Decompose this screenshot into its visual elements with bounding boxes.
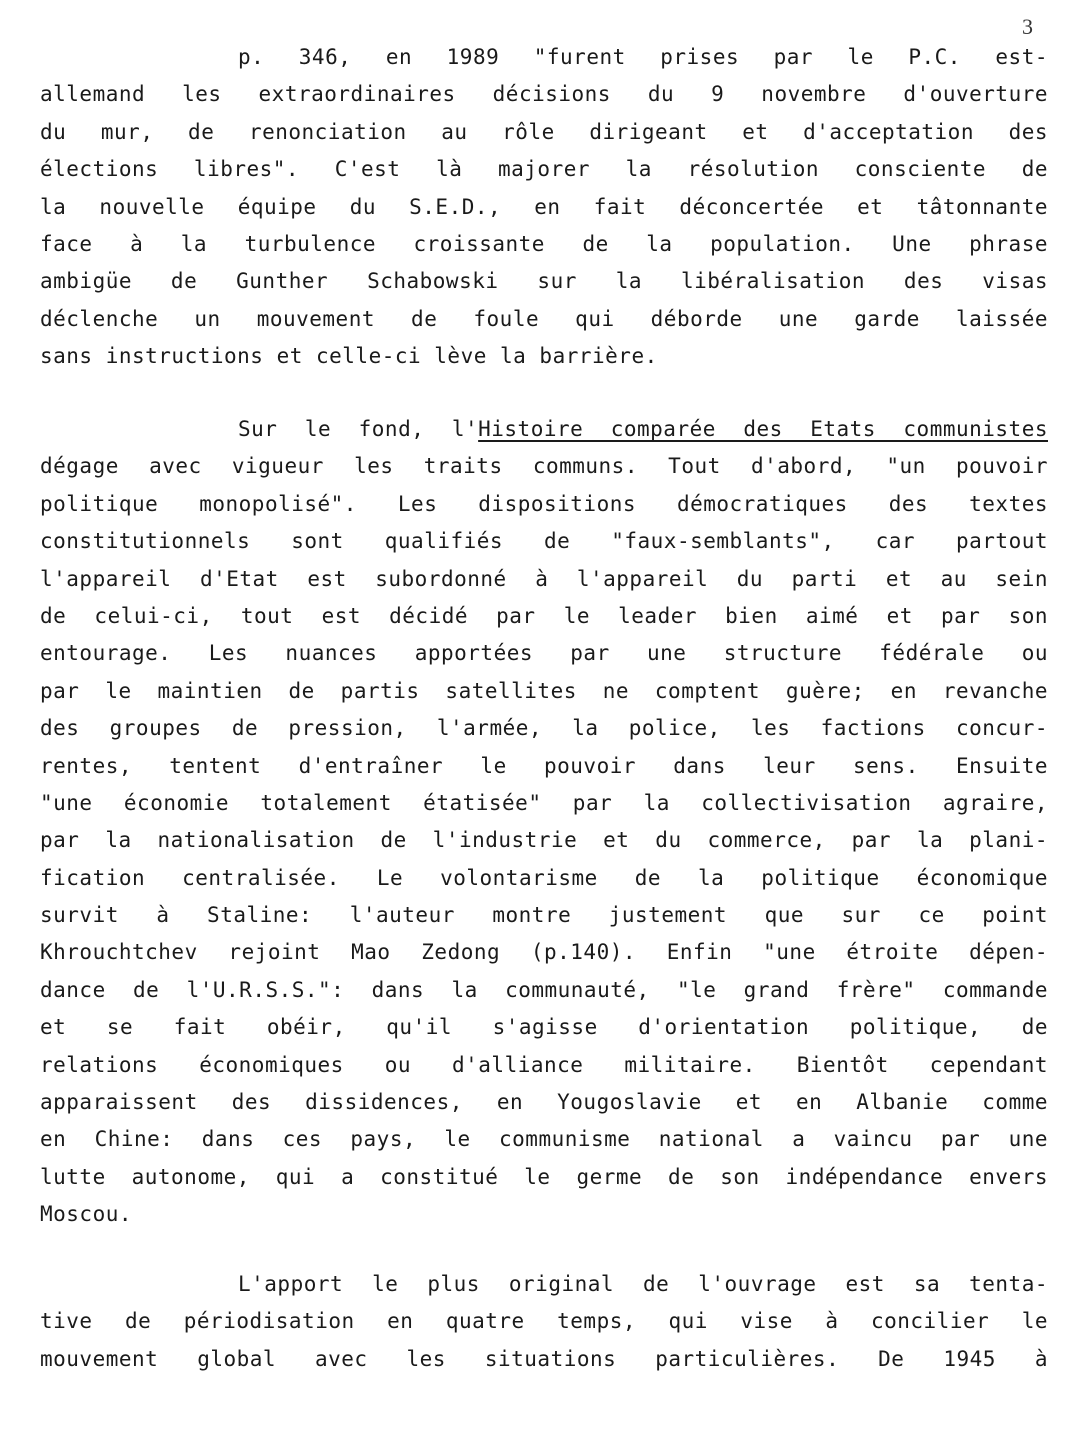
text-line: allemand les extraordinaires décisions du 9 novembre d'ouverture [40, 82, 1048, 107]
text-line: tive de périodisation en quatre temps, qui vise à concilier le [40, 1309, 1048, 1334]
paragraph-1 [40, 39, 1048, 376]
text-line: la nouvelle équipe du S.E.D., en fait déconcertée et tâtonnante [40, 194, 1048, 219]
text-line-prefix: Sur le fond, l' [238, 417, 479, 441]
text-line: du mur, de renonciation au rôle dirigeant et d'acceptation des [40, 119, 1048, 144]
text-line: lutte autonome, qui a constitué le germe de son indépendance envers [40, 1164, 1048, 1189]
text-line: élections libres". C'est là majorer la résolution consciente de [40, 157, 1048, 182]
text-line: apparaissent des dissidences, en Yougoslavie et en Albanie comme [40, 1090, 1048, 1115]
text-line: en Chine: dans ces pays, le communisme national a vaincu par une [40, 1127, 1048, 1152]
paragraph-2 [40, 411, 1048, 1234]
page-number: 3 [1022, 14, 1033, 39]
text-line: rentes, tentent d'entraîner le pouvoir dans leur sens. Ensuite [40, 753, 1048, 778]
text-line: politique monopolisé". Les dispositions démocratiques des textes [40, 491, 1048, 516]
text-line: déclenche un mouvement de foule qui déborde une garde laissée [40, 306, 1048, 331]
text-line: de celui-ci, tout est décidé par le leader bien aimé et par son [40, 603, 1048, 628]
text-line: face à la turbulence croissante de la population. Une phrase [40, 231, 1048, 256]
text-line: survit à Staline: l'auteur montre justement que sur ce point [40, 903, 1048, 928]
text-line: sans instructions et celle-ci lève la barrière. [40, 344, 658, 369]
text-line: par le maintien de partis satellites ne comptent guère; en revanche [40, 678, 1048, 703]
text-line: Moscou. [40, 1202, 133, 1227]
text-line: des groupes de pression, l'armée, la police, les factions concur- [40, 716, 1048, 741]
text-line: entourage. Les nuances apportées par une structure fédérale ou [40, 641, 1048, 666]
text-line: "une économie totalement étatisée" par la collectivisation agraire, [40, 790, 1048, 815]
text-line: ambigüe de Gunther Schabowski sur la libéralisation des visas [40, 269, 1048, 294]
text-line: dance de l'U.R.S.S.": dans la communauté, "le grand frère" commande [40, 977, 1048, 1002]
text-line: l'appareil d'Etat est subordonné à l'appareil du parti et au sein [40, 566, 1048, 591]
text-line: dégage avec vigueur les traits communs. Tout d'abord, "un pouvoir [40, 454, 1048, 479]
text-line [40, 411, 1048, 448]
paragraph-3 [40, 1266, 1048, 1378]
text-line: relations économiques ou d'alliance militaire. Bientôt cependant [40, 1052, 1048, 1077]
text-line: et se fait obéir, qu'il s'agisse d'orientation politique, de [40, 1015, 1048, 1040]
text-line: constitutionnels sont qualifiés de "faux-semblants", car partout [40, 529, 1048, 554]
book-title: Histoire comparée des Etats communistes [478, 417, 1048, 441]
text-line: fication centralisée. Le volontarisme de la politique économique [40, 865, 1048, 890]
text-line: p. 346, en 1989 "furent prises par le P.C. est- [238, 45, 1048, 69]
text-line: L'apport le plus original de l'ouvrage est sa tenta- [238, 1272, 1048, 1296]
text-line: mouvement global avec les situations particulières. De 1945 à [40, 1346, 1048, 1371]
text-line: par la nationalisation de l'industrie et du commerce, par la plani- [40, 828, 1048, 853]
text-line: Khrouchtchev rejoint Mao Zedong (p.140). Enfin "une étroite dépen- [40, 940, 1048, 965]
